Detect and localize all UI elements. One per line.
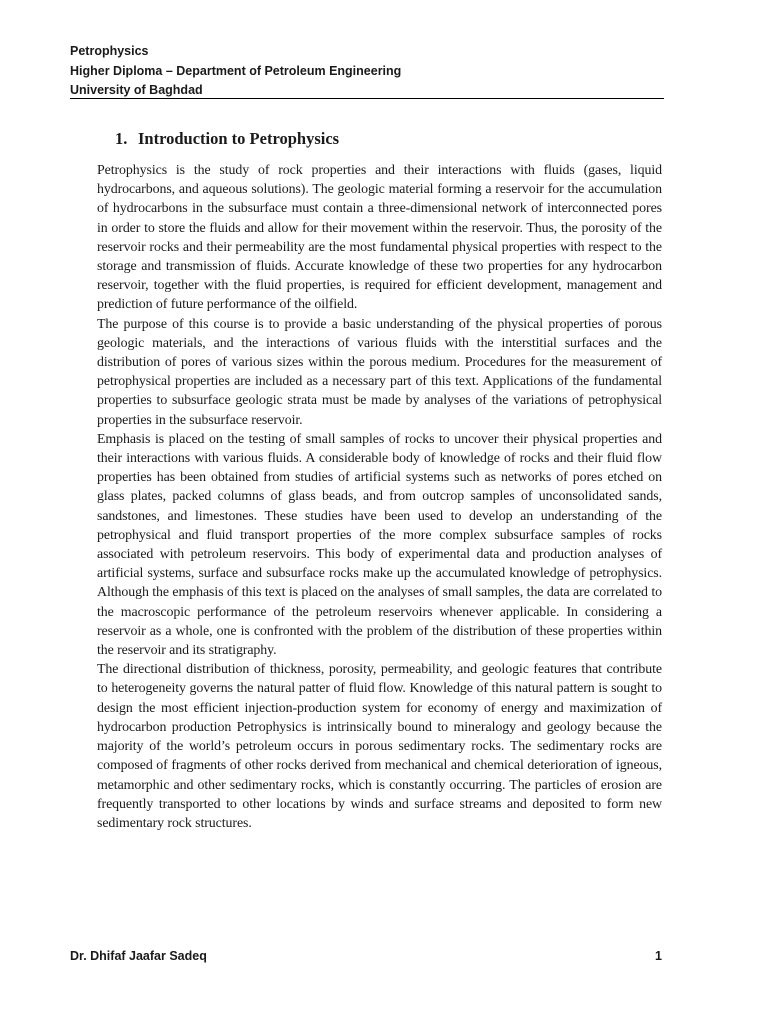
header-divider [70, 98, 664, 99]
header-department: Higher Diploma – Department of Petroleum Engineering [70, 63, 402, 78]
paragraph: Emphasis is placed on the testing of small samples of rocks to uncover their physical properties and their interactions with various fluids. A considerable body of knowledge of rocks and their fluid flow properties has been obtained from studies of artificial systems such as networks of pores etched on glass plates, packed columns of glass beads, and from outcrop samples of unconsolidated sands, sandstones, and limestones. These studies have been used to develop an understanding of the petrophysical and fluid transport properties of the more complex subsurface samples of rocks associated with petroleum reservoirs. This body of experimental data and production analyses of artificial systems, surface and subsurface rocks make up the accumulated knowledge of petrophysics. Although the emphasis of this text is placed on the analyses of small samples, the data are correlated to the macroscopic performance of the petroleum reservoirs whenever applicable. In considering a reservoir as a whole, one is confronted with the problem of the distribution of these properties within the reservoir and its stratigraphy. [97, 431, 662, 659]
section-title: Introduction to Petrophysics [138, 129, 340, 148]
section-heading [115, 129, 339, 149]
paragraph: The purpose of this course is to provide a basic understanding of the physical properties of porous geologic materials, and the interactions of various fluids with the interstitial surfaces and the distribution of pores of various sizes within the porous medium. Procedures for the measurement of petrophysical properties are included as a necessary part of this text. Applications of the fundamental properties to subsurface geologic strata must be made by analyses of the variations of petrophysical properties in the subsurface reservoir. [97, 316, 662, 428]
section-number: 1. [115, 129, 128, 148]
paragraph: Petrophysics is the study of rock properties and their interactions with fluids (gases, liquid hydrocarbons, and aqueous solutions). The geologic material forming a reservoir for the accumulation of hydrocarbons in the subsurface must contain a three-dimensional network of interconnected pores in order to store the fluids and allow for their movement within the reservoir. Thus, the porosity of the reservoir rocks and their permeability are the most fundamental physical properties with respect to the storage and transmission of fluids. Accurate knowledge of these two properties for any hydrocarbon reservoir, together with the fluid properties, is required for efficient development, management and prediction of future performance of the oilfield. [97, 163, 662, 313]
page-number: 1 [655, 949, 662, 963]
header-course-title: Petrophysics [70, 44, 149, 58]
header-university: University of Baghdad [70, 83, 203, 97]
footer-author: Dr. Dhifaf Jaafar Sadeq [70, 949, 207, 963]
paragraph: The directional distribution of thickness, porosity, permeability, and geologic features that contribute to heterogeneity governs the natural patter of fluid flow. Knowledge of this natural pattern is sought to design the most efficient injection-production system for economy of energy and maximization of hydrocarbon production Petrophysics is intrinsically bound to mineralogy and geology because the majority of the world’s petroleum occurs in porous sedimentary rocks. The sedimentary rocks are composed of fragments of other rocks derived from mechanical and chemical deterioration of igneous, metamorphic and other sedimentary rocks, which is constantly occurring. The particles of erosion are frequently transported to other locations by winds and surface streams and deposited to form new sedimentary rock structures. [97, 662, 662, 831]
page-header [70, 42, 664, 101]
body-text [97, 161, 662, 833]
